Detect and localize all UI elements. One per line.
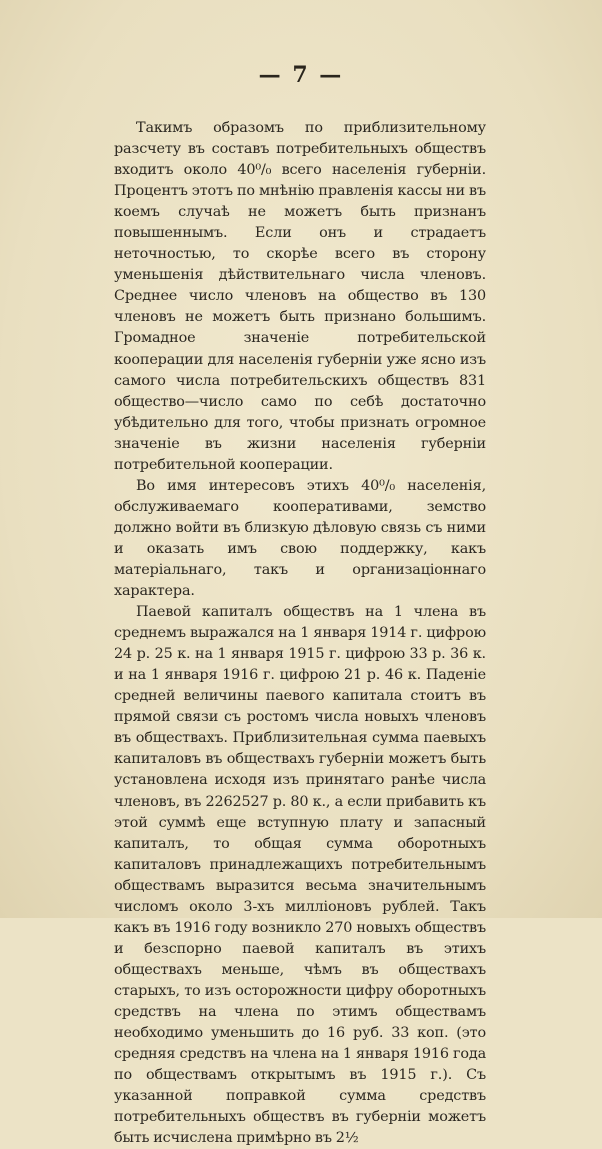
paragraph-1: Такимъ образомъ по приблизительному разсчету въ составъ потребительныхъ обществъ входитъ около 40⁰/₀ всего населенія губерніи. Процентъ этотъ по мнѣнію правленія кассы ни въ коемъ случаѣ не можетъ быть признанъ повышеннымъ. Если онъ и страдаетъ неточностью, то скорѣе всего въ сторону уменьшенія дѣйствительнаго числа членовъ. Среднее число членовъ на общество въ 130 членовъ не можетъ быть признано большимъ. Громадное значеніе потребительской кооперации для населенія губерніи уже ясно изъ самого числа потребительскихъ обществъ 831 общество—число само по себѣ достаточно убѣдительно для того, чтобы признать огромное значеніе въ жизни населенія губерніи потребительной кооперации. bbox=[114, 120, 486, 473]
body-text bbox=[114, 118, 486, 1149]
paragraph-3: Паевой капиталъ обществъ на 1 члена въ среднемъ выражался на 1 января 1914 г. цифрою 24 р. 25 к. на 1 января 1915 г. цифрою 33 р. 36 к. и на 1 января 1916 г. цифрою 21 р. 46 к. Паденіе средней величины паевого капитала стоитъ въ прямой связи съ ростомъ числа новыхъ членовъ въ обществахъ. Приблизительная сумма паевыхъ капиталовъ въ обществахъ губерніи можетъ быть установлена исходя изъ принятаго ранѣе числа членовъ, въ 2262527 р. 80 к., а если прибавить къ этой суммѣ еще вступную плату и запасный капиталъ, то общая сумма оборотныхъ капиталовъ принадлежащихъ потребительнымъ обществамъ выразится весьма значительнымъ числомъ около 3-хъ милліоновъ рублей. Такъ какъ въ 1916 году возникло 270 новыхъ обществъ и безспорно паевой капиталъ въ этихъ обществахъ меньше, чѣмъ въ обществахъ старыхъ, то изъ осторожности цифру оборотныхъ средствъ на члена по этимъ обществамъ необходимо уменьшить до 16 руб. 33 коп. (это средняя средствъ на члена на 1 января 1916 года по обществамъ открытымъ въ 1915 г.). Съ указанной поправкой сумма средствъ потребительныхъ обществъ въ губерніи можетъ быть исчислена примѣрно въ 2½ bbox=[114, 604, 486, 1147]
page-number: — 7 — bbox=[258, 62, 344, 88]
paragraph-2: Во имя интересовъ этихъ 40⁰/₀ населенія, обслуживаемаго кооперативами, земство должно войти въ близкую дѣловую связь съ ними и оказать имъ свою поддержку, какъ матеріальнаго, такъ и организаціоннаго характера. bbox=[114, 477, 486, 600]
